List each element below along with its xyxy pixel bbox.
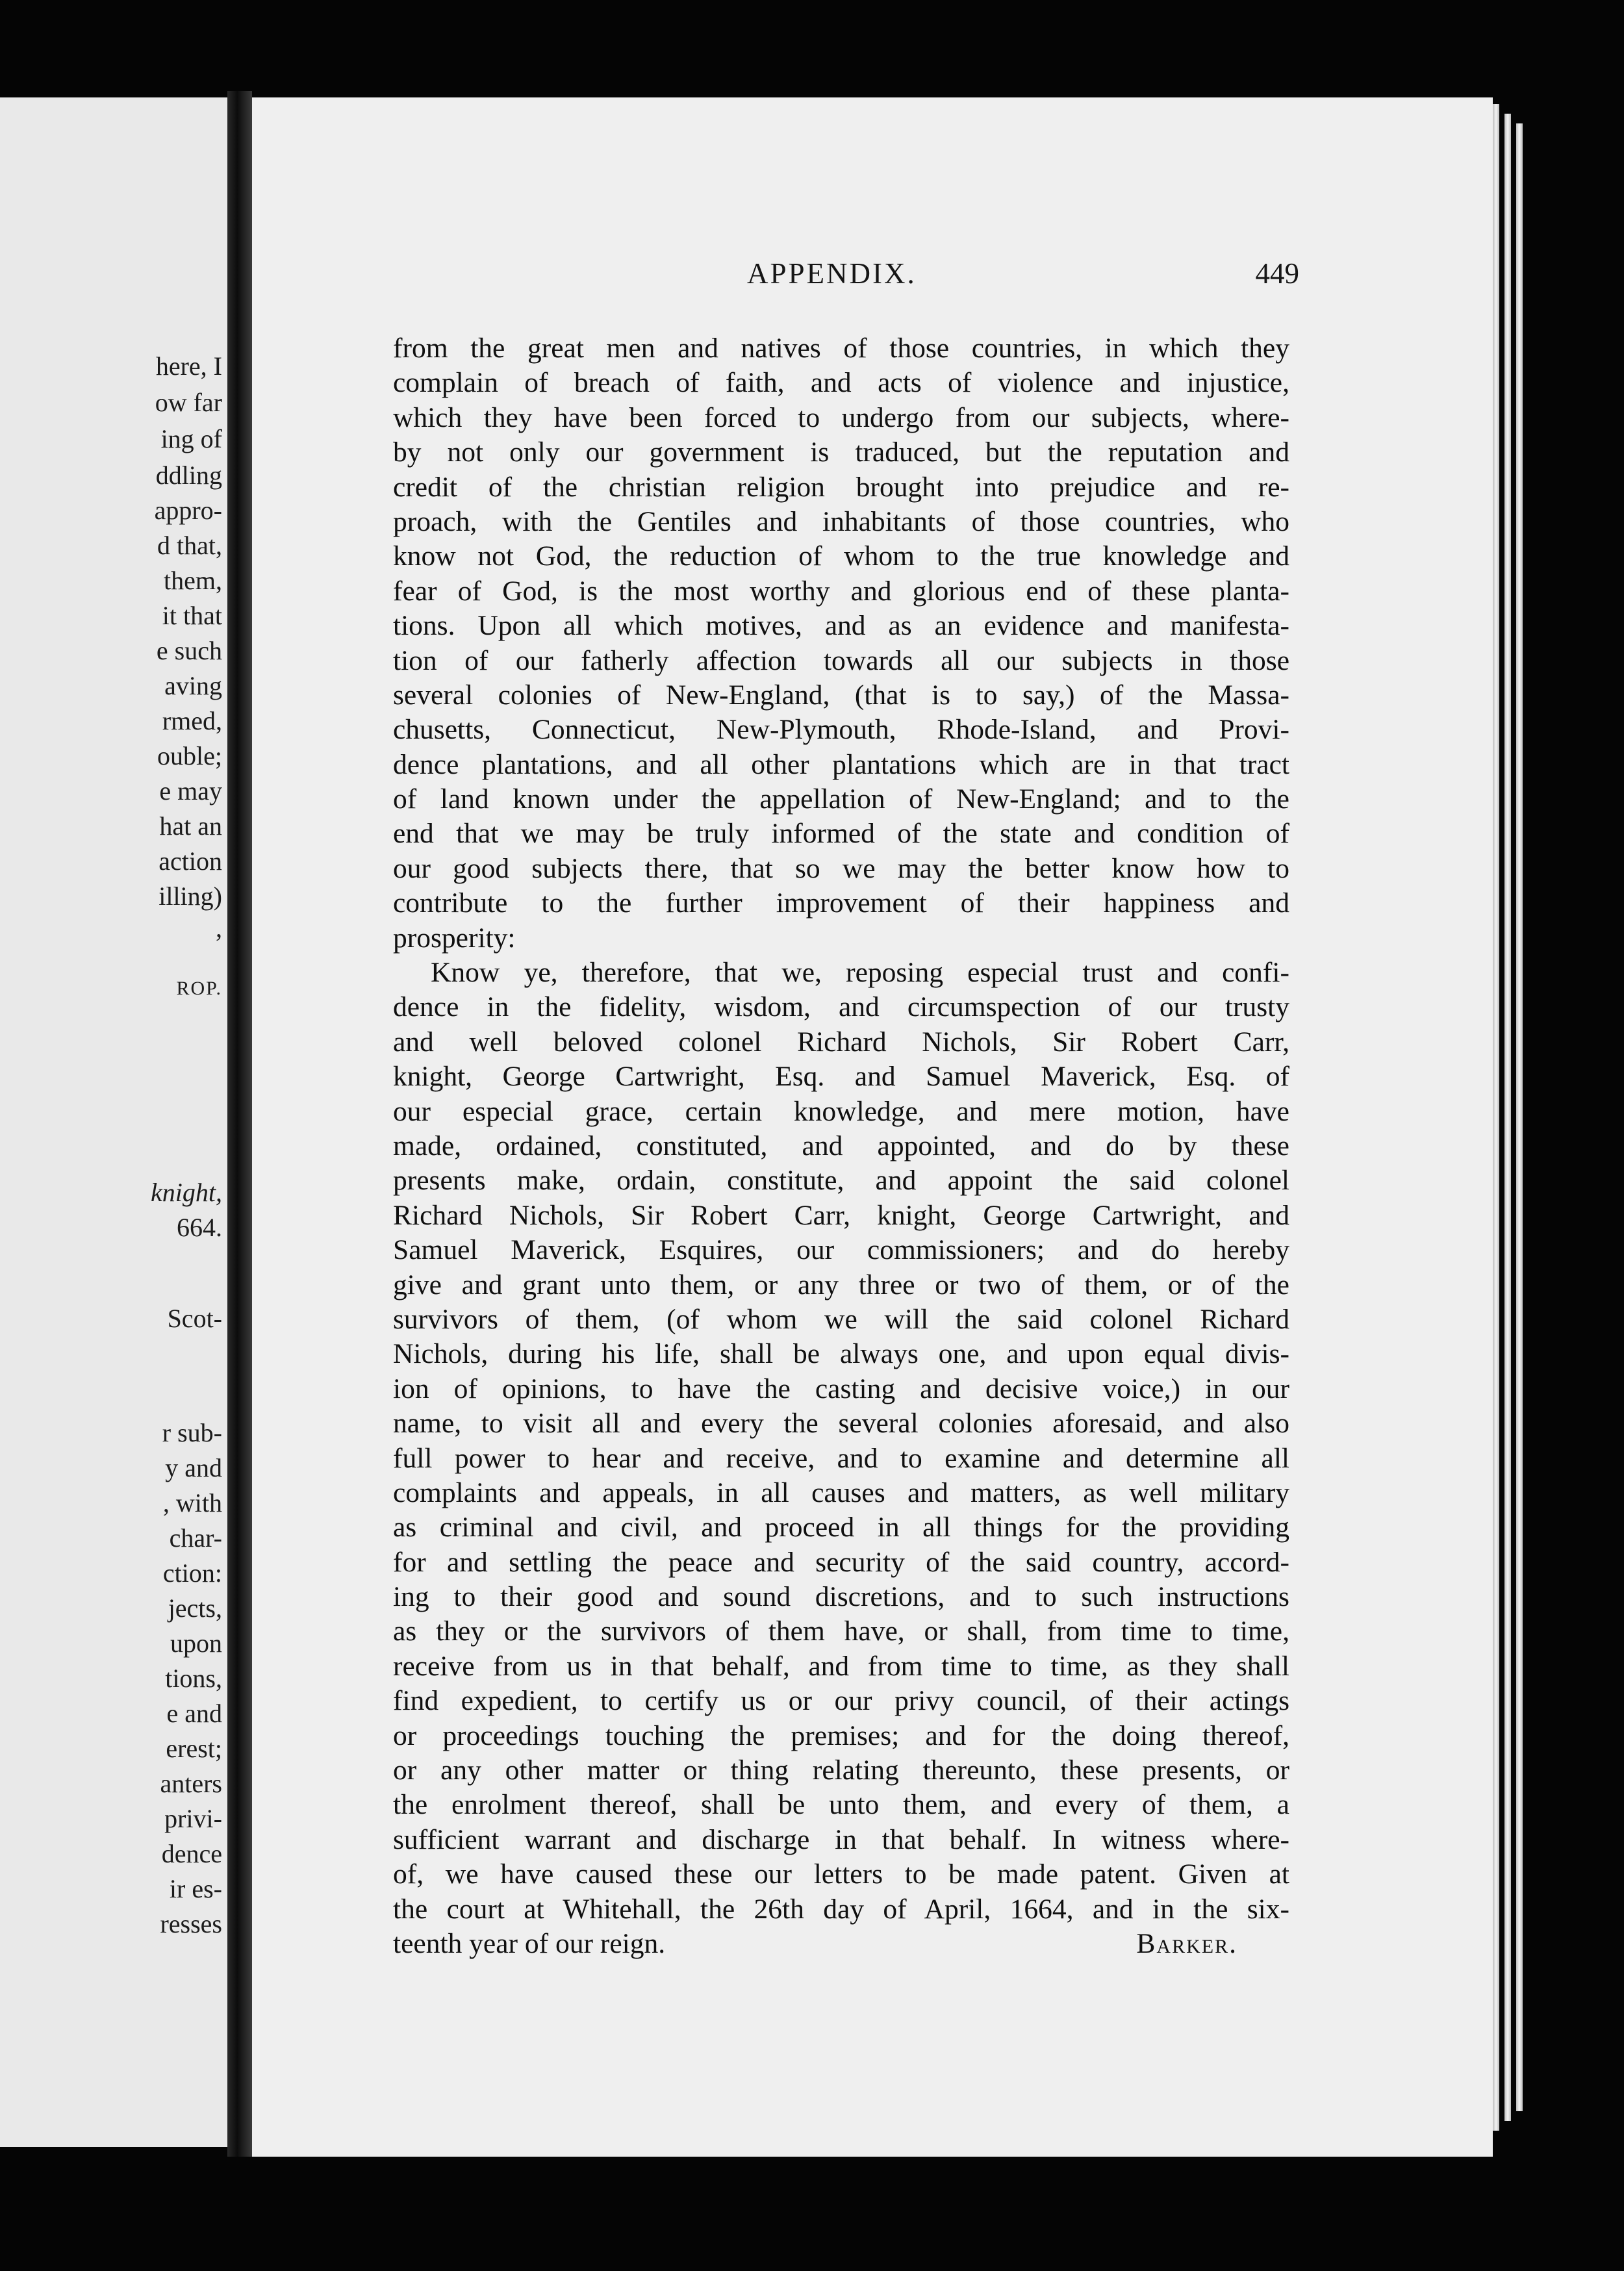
text-line (393, 1580, 1289, 1614)
facing-page-text: action (159, 846, 222, 876)
line-text: made, ordained, constituted, and appointed, and do by these (393, 1130, 1289, 1161)
line-text: by not only our government is traduced, but the reputation and (393, 437, 1289, 468)
line-text: give and grant unto them, or any three or two of them, or of the (393, 1269, 1289, 1300)
facing-page-text: d that, (157, 531, 222, 560)
text-line (393, 1441, 1289, 1476)
line-text: ing to their good and sound discretions, and to such instructions (393, 1581, 1289, 1613)
line-text: full power to hear and receive, and to examine and determine all (393, 1442, 1289, 1474)
facing-page-text: ROP. (176, 978, 222, 999)
facing-page-text: aving (164, 671, 222, 700)
facing-page-text: erest; (166, 1734, 222, 1763)
page-number: 449 (1255, 257, 1299, 290)
text-line (393, 1753, 1289, 1788)
line-text: credit of the christian religion brought into prejudice and re- (393, 471, 1289, 503)
line-text: receive from us in that behalf, and from time to time, as they shall (393, 1650, 1289, 1682)
line-text: the enrolment thereof, shall be unto them, and every of them, a (393, 1789, 1289, 1821)
line-text: complain of breach of faith, and acts of violence and injustice, (393, 367, 1289, 399)
book-gutter (227, 91, 252, 2157)
line-text: Richard Nichols, Sir Robert Carr, knight, George Cartwright, and (393, 1199, 1289, 1231)
text-line (393, 435, 1289, 470)
line-text: of land known under the appellation of New-England; and to the (393, 783, 1289, 815)
text-line (393, 1059, 1289, 1094)
line-text: dence in the fidelity, wisdom, and circumspection of our trusty (393, 991, 1289, 1023)
text-line (393, 470, 1289, 505)
text-line (393, 1614, 1289, 1649)
page-edge (1493, 104, 1499, 2131)
line-text: several colonies of New-England, (that is to say,) of the Massa- (393, 679, 1289, 711)
text-line (393, 609, 1289, 643)
text-line (393, 1927, 1289, 1961)
line-text: teenth year of our reign. (393, 1927, 666, 1959)
text-line (393, 1095, 1289, 1129)
facing-page-text: rmed, (162, 706, 222, 735)
facing-page-text: illing) (159, 882, 222, 911)
line-text: Know ye, therefore, that we, reposing especial trust and confi- (431, 957, 1289, 989)
line-text: which they have been forced to undergo from our subjects, where- (393, 401, 1289, 433)
text-line (393, 401, 1289, 435)
facing-page-text: here, I (155, 351, 222, 381)
text-line (393, 678, 1289, 713)
text-line (393, 782, 1289, 817)
facing-page-text: , (216, 913, 222, 943)
line-text: Samuel Maverick, Esquires, our commissioners; and do hereby (393, 1234, 1289, 1266)
text-line (393, 852, 1289, 886)
facing-page-text: ir es- (169, 1874, 222, 1903)
facing-page-text: anters (160, 1769, 222, 1798)
line-text: for and settling the peace and security of the said country, accord- (393, 1546, 1289, 1578)
facing-page-text: char- (169, 1523, 222, 1553)
text-line (393, 956, 1289, 990)
line-text: prosperity: (393, 922, 516, 954)
line-text: and well beloved colonel Richard Nichols, Sir Robert Carr, (393, 1026, 1289, 1058)
line-text: fear of God, is the most worthy and glorious end of these planta- (393, 575, 1289, 607)
line-text: from the great men and natives of those countries, in which they (393, 333, 1289, 364)
line-text: complaints and appeals, in all causes and matters, as well military (393, 1477, 1289, 1508)
line-text: as criminal and civil, and proceed in all things for the providing (393, 1512, 1289, 1543)
text-line (393, 1406, 1289, 1441)
line-text: as they or the survivors of them have, or shall, from time to time, (393, 1616, 1289, 1647)
line-text: our good subjects there, that so we may the better know how to (393, 852, 1289, 884)
facing-page-text: ouble; (157, 741, 222, 770)
line-text: chusetts, Connecticut, New-Plymouth, Rhode-Island, and Provi- (393, 714, 1289, 746)
text-line (393, 1372, 1289, 1406)
text-line (393, 1649, 1289, 1684)
text-line (393, 1823, 1289, 1857)
facing-page-text: knight, (151, 1178, 222, 1207)
facing-page-text: ow far (155, 388, 222, 417)
text-line (393, 1025, 1289, 1059)
text-line (393, 1545, 1289, 1580)
text-line (393, 1476, 1289, 1510)
facing-page-text: e such (156, 636, 222, 665)
text-line (393, 1788, 1289, 1822)
text-line (393, 1892, 1289, 1927)
text-line (393, 1719, 1289, 1753)
line-text: knight, George Cartwright, Esq. and Samuel Maverick, Esq. of (393, 1061, 1289, 1093)
text-line (393, 713, 1289, 747)
text-line (393, 886, 1289, 920)
facing-page-text: dence (161, 1839, 222, 1868)
line-text: the court at Whitehall, the 26th day of April, 1664, and in the six- (393, 1893, 1289, 1925)
text-line (393, 1268, 1289, 1302)
facing-page-text: , with (162, 1488, 222, 1517)
facing-page-text: hat an (159, 811, 222, 841)
text-line (393, 331, 1289, 366)
facing-page-text: e and (166, 1699, 222, 1728)
facing-page-text: e may (159, 776, 222, 806)
text-line (393, 1302, 1289, 1337)
facing-page-text: y and (165, 1453, 222, 1482)
line-text: of, we have caused these our letters to be made patent. Given at (393, 1859, 1289, 1890)
line-text: or proceedings touching the premises; and for the doing thereof, (393, 1719, 1289, 1751)
text-line (393, 748, 1289, 782)
line-text: contribute to the further improvement of their happiness and (393, 887, 1289, 919)
line-text: proach, with the Gentiles and inhabitants of those countries, who (393, 505, 1289, 537)
facing-page-text: appro- (154, 496, 222, 525)
text-line (393, 1163, 1289, 1198)
line-text: find expedient, to certify us or our privy council, of their actings (393, 1685, 1289, 1717)
facing-page-text: ing of (160, 424, 222, 453)
text-line (393, 366, 1289, 400)
line-text: know not God, the reduction of whom to the true knowledge and (393, 540, 1289, 572)
text-line (393, 990, 1289, 1024)
text-line (393, 1684, 1289, 1718)
page-header (396, 257, 1299, 296)
text-line (393, 1510, 1289, 1545)
line-text: tions. Upon all which motives, and as an evidence and manifesta- (393, 610, 1289, 642)
line-text: sufficient warrant and discharge in that behalf. In witness where- (393, 1823, 1289, 1855)
facing-page-text: upon (170, 1629, 222, 1658)
page-edge (1516, 123, 1523, 2111)
page-body (393, 331, 1289, 1961)
line-text: dence plantations, and all other plantations which are in that tract (393, 748, 1289, 780)
text-line (393, 1233, 1289, 1267)
text-line (393, 921, 1289, 956)
facing-page-text: r sub- (162, 1418, 222, 1447)
text-line (393, 644, 1289, 678)
facing-page-text: it that (162, 601, 222, 630)
signature: Barker. (1136, 1927, 1237, 1959)
line-text: our especial grace, certain knowledge, and mere motion, have (393, 1095, 1289, 1127)
facing-page-text: privi- (164, 1804, 222, 1833)
line-text: Nichols, during his life, shall be always one, and upon equal divis- (393, 1338, 1289, 1370)
facing-page-text: tions, (165, 1664, 222, 1693)
facing-page-text: resses (160, 1909, 222, 1938)
facing-page-text: them, (164, 566, 222, 595)
text-line (393, 1857, 1289, 1892)
text-line (393, 574, 1289, 609)
facing-page-text: ddling (155, 461, 222, 490)
line-text: presents make, ordain, constitute, and appoint the said colonel (393, 1165, 1289, 1197)
facing-page-text: ction: (162, 1558, 222, 1588)
line-text: ion of opinions, to have the casting and decisive voice,) in our (393, 1373, 1289, 1404)
line-text: end that we may be truly informed of the state and condition of (393, 818, 1289, 850)
facing-page-text: Scot- (167, 1304, 222, 1333)
line-text: tion of our fatherly affection towards all our subjects in those (393, 644, 1289, 676)
text-line (393, 505, 1289, 539)
line-text: name, to visit all and every the several colonies aforesaid, and also (393, 1408, 1289, 1440)
text-line (393, 817, 1289, 851)
facing-page-fragment (0, 97, 227, 2147)
text-line (393, 1199, 1289, 1233)
running-head: APPENDIX. (747, 257, 917, 290)
text-line (393, 539, 1289, 574)
text-line (393, 1337, 1289, 1371)
line-text: survivors of them, (of whom we will the said colonel Richard (393, 1303, 1289, 1335)
line-text: or any other matter or thing relating thereunto, these presents, or (393, 1755, 1289, 1786)
text-line (393, 1129, 1289, 1163)
facing-page-text: 664. (177, 1213, 222, 1242)
facing-page-text: jects, (168, 1593, 222, 1623)
page-edge (1504, 114, 1511, 2121)
